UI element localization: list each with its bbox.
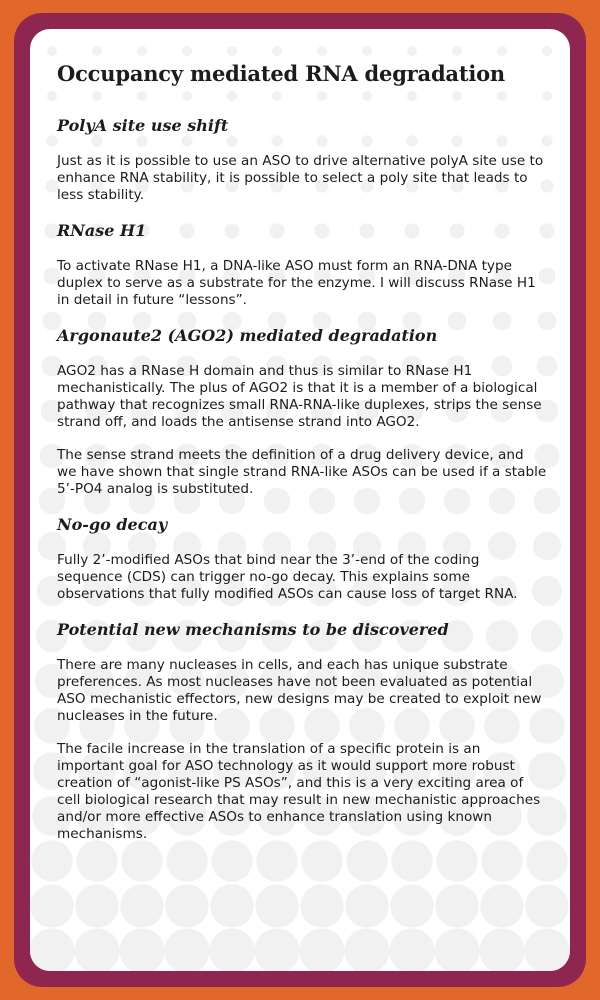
pattern-dot — [479, 928, 524, 971]
pattern-dot — [390, 884, 433, 927]
content-card — [30, 29, 570, 971]
section-heading-rnase-h1: RNase H1 — [57, 221, 147, 240]
pattern-dot — [119, 928, 164, 971]
pattern-dot — [452, 46, 462, 56]
pattern-dot — [75, 884, 118, 927]
pattern-dot — [524, 928, 569, 971]
article — [57, 59, 547, 861]
section-heading-ago2: Argonaute2 (AGO2) mediated degradation — [57, 326, 438, 345]
pattern-dot — [434, 928, 479, 971]
section-heading-polya: PolyA site use shift — [57, 116, 229, 135]
section-paragraph: AGO2 has a RNase H domain and thus is similar to RNase H1 mechanistically. The plus of AGO2 is that it is a member of a biological pathway that recognizes small RNA-RNA-like duplexes, strips the sense strand off, and loads the antisense strand into AGO2. — [57, 363, 542, 430]
section-paragraph: Fully 2’-modified ASOs that bind near the 3’-end of the coding sequence (CDS) can trigger no-go decay. This explains some observations that fully modified ASOs can cause loss of target RNA. — [57, 552, 518, 602]
pattern-dot — [227, 46, 237, 56]
pattern-dot — [389, 928, 434, 971]
pattern-dot — [47, 46, 57, 56]
section-heading-new-mechanisms: Potential new mechanisms to be discovered — [57, 620, 449, 639]
pattern-dot — [137, 46, 147, 56]
pattern-dot — [30, 928, 75, 971]
pattern-dot — [497, 46, 507, 56]
section-heading-no-go-decay: No-go decay — [57, 515, 168, 534]
pattern-dot — [362, 46, 372, 56]
pattern-dot — [254, 928, 299, 971]
pattern-dot — [299, 928, 344, 971]
pattern-dot — [542, 46, 552, 56]
section-paragraph: The facile increase in the translation of a specific protein is an important goal for ASO technology as it would support more robust creation of “agonist-like PS ASOs”, and this is a very exciting area of cell biological research that may result in new mechanistic approaches and/or more effective ASOs to enhance translation using known mechanisms. — [57, 741, 541, 842]
pattern-dot — [300, 884, 343, 927]
pattern-dot — [47, 91, 57, 101]
pattern-dot — [317, 46, 327, 56]
pattern-dot — [209, 928, 254, 971]
pattern-dot — [407, 46, 417, 56]
pattern-dot — [569, 928, 570, 971]
pattern-dot — [210, 884, 253, 927]
pattern-dot — [344, 928, 389, 971]
pattern-dot — [435, 884, 478, 927]
section-paragraph: To activate RNase H1, a DNA-like ASO must form an RNA-DNA type duplex to serve as a substrate for the enzyme. I will discuss RNase H1 in detail in future “lessons”. — [57, 258, 536, 308]
pattern-dot — [345, 884, 388, 927]
section-paragraph: The sense strand meets the definition of a drug delivery device, and we have shown that single strand RNA-like ASOs can be used if a stable 5’-PO4 analog is substituted. — [57, 447, 547, 497]
pattern-dot — [164, 928, 209, 971]
pattern-dot — [480, 884, 523, 927]
pattern-dot — [255, 884, 298, 927]
pattern-dot — [272, 46, 282, 56]
pattern-dot — [30, 884, 73, 927]
pattern-dot — [525, 884, 568, 927]
pattern-dot — [46, 135, 57, 146]
section-paragraph: There are many nucleases in cells, and each has unique substrate preferences. As most nucleases have not been evaluated as potential ASO mechanistic effectors, new designs may be created to exploit new nucleases in the future. — [57, 657, 542, 724]
section-paragraph: Just as it is possible to use an ASO to drive alternative polyA site use to enhance RNA stability, it is possible to select a poly site that leads to less stability. — [57, 153, 544, 203]
pattern-dot — [74, 928, 119, 971]
pattern-dot — [165, 884, 208, 927]
pattern-dot — [92, 46, 102, 56]
pattern-dot — [182, 46, 192, 56]
page-title: Occupancy mediated RNA degradation — [57, 61, 505, 86]
pattern-dot — [120, 884, 163, 927]
